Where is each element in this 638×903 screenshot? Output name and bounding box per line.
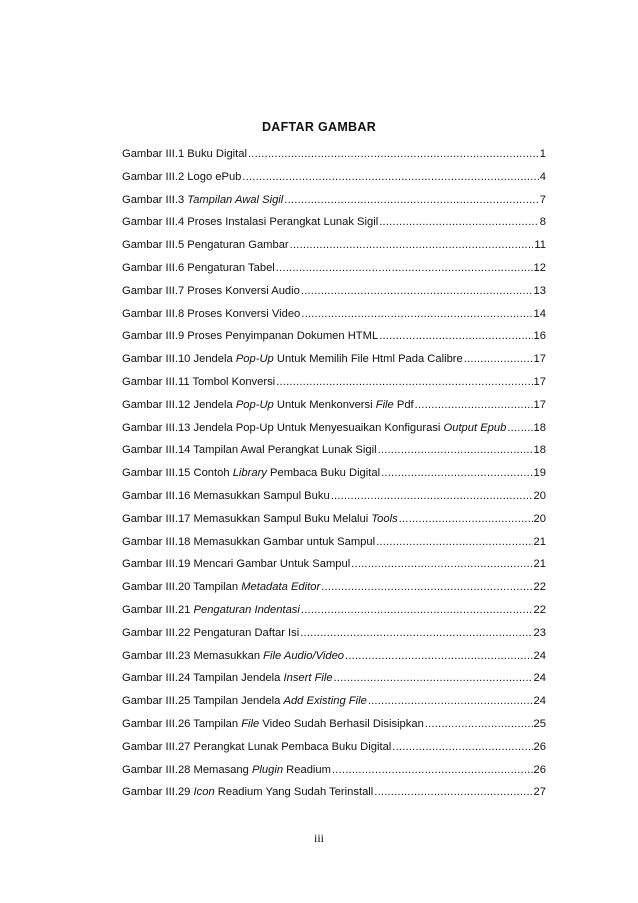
- figure-caption: [122, 736, 391, 759]
- dot-leader: [276, 257, 533, 280]
- figure-caption: [122, 622, 299, 645]
- caption-segment: Gambar III.27 Perangkat Lunak Pembaca Buku Digital: [122, 740, 392, 753]
- dot-leader: [392, 736, 532, 759]
- caption-segment: Untuk Memilih File Html Pada Calibre: [273, 353, 463, 366]
- figure-list-item: [122, 303, 546, 326]
- figure-page-number: 25: [533, 717, 546, 730]
- figure-page-number: 17: [533, 353, 546, 366]
- dot-leader: [378, 439, 533, 462]
- figure-caption: [122, 348, 463, 371]
- caption-italic-segment: File Audio/Video: [263, 649, 345, 662]
- caption-segment: Gambar III.28 Memasang: [122, 763, 252, 776]
- figure-caption: [122, 713, 424, 736]
- caption-italic-segment: Output Epub: [443, 421, 507, 434]
- dot-leader: [334, 667, 533, 690]
- caption-segment: Video Sudah Berhasil Disisipkan: [259, 717, 424, 730]
- figure-list-item: [122, 690, 546, 713]
- figure-caption: [122, 189, 283, 212]
- caption-segment: Gambar III.4 Proses Instalasi Perangkat Lunak Sigil: [122, 216, 379, 229]
- caption-segment: Gambar III.23 Memasukkan: [122, 649, 264, 662]
- dot-leader: [381, 462, 532, 485]
- caption-italic-segment: Tools: [371, 512, 398, 525]
- figure-list-item: [122, 189, 546, 212]
- figure-list-item: [122, 759, 546, 782]
- figure-list-item: [122, 371, 546, 394]
- caption-segment: Gambar III.26 Tampilan: [122, 717, 242, 730]
- figure-caption: [122, 143, 247, 166]
- dot-leader: [248, 143, 539, 166]
- figure-page-number: 4: [539, 170, 546, 183]
- caption-segment: Gambar III.14 Tampilan Awal Perangkat Lunak Sigil: [122, 444, 377, 457]
- figure-list: [122, 143, 546, 804]
- caption-segment: Pdf: [393, 398, 414, 411]
- caption-segment: Pembaca Buku Digital: [266, 467, 381, 480]
- figure-caption: [122, 553, 350, 576]
- caption-italic-segment: Metadata Editor: [241, 581, 321, 594]
- figure-list-item: [122, 508, 546, 531]
- caption-segment: Gambar III.18 Memasukkan Gambar untuk Sampul: [122, 535, 376, 548]
- dot-leader: [425, 713, 533, 736]
- dot-leader: [290, 234, 534, 257]
- figure-list-item: [122, 280, 546, 303]
- figure-caption: [122, 690, 367, 713]
- dot-leader: [368, 690, 533, 713]
- dot-leader: [376, 531, 532, 554]
- figure-caption: [122, 211, 378, 234]
- dot-leader: [507, 417, 532, 440]
- figure-page-number: 22: [533, 603, 546, 616]
- caption-segment: Gambar III.13 Jendela Pop-Up Untuk Menyesuaikan Konfigurasi: [122, 421, 444, 434]
- figure-page-number: 27: [533, 786, 546, 799]
- caption-italic-segment: Pengaturan Indentasi: [193, 603, 300, 616]
- dot-leader: [301, 280, 533, 303]
- figure-caption: [122, 325, 378, 348]
- figure-caption: [122, 371, 275, 394]
- figure-page-number: 1: [539, 148, 546, 160]
- figure-list-item: [122, 485, 546, 508]
- caption-italic-segment: Add Existing File: [283, 695, 367, 708]
- figure-page-number: 24: [533, 649, 546, 662]
- dot-leader: [379, 325, 532, 348]
- figure-list-item: [122, 622, 546, 645]
- caption-segment: Gambar III.11 Tombol Konversi: [122, 375, 276, 388]
- figure-caption: [122, 280, 300, 303]
- caption-segment: Gambar III.1 Buku Digital: [122, 148, 247, 160]
- figure-page-number: 21: [533, 535, 546, 548]
- caption-segment: Gambar III.29: [122, 786, 194, 799]
- figure-caption: [122, 781, 373, 804]
- caption-italic-segment: Plugin: [251, 763, 284, 776]
- figure-caption: [122, 166, 241, 189]
- dot-leader: [345, 645, 533, 668]
- figure-caption: [122, 508, 398, 531]
- caption-segment: Gambar III.16 Memasukkan Sampul Buku: [122, 489, 330, 502]
- caption-italic-segment: Icon: [193, 786, 215, 799]
- figure-list-item: [122, 348, 546, 371]
- figure-list-item: [122, 166, 546, 189]
- figure-page-number: 16: [533, 330, 546, 343]
- caption-segment: Gambar III.10 Jendela: [122, 353, 236, 366]
- figure-page-number: 18: [533, 444, 546, 457]
- figure-caption: [122, 394, 414, 417]
- caption-segment: Readium: [283, 763, 331, 776]
- figure-page-number: 7: [539, 193, 546, 206]
- figure-list-item: [122, 143, 546, 166]
- figure-page-number: 26: [533, 763, 546, 776]
- dot-leader: [399, 508, 533, 531]
- caption-italic-segment: File: [241, 717, 260, 730]
- caption-italic-segment: File: [375, 398, 394, 411]
- caption-italic-segment: Tampilan Awal Sigil: [187, 193, 284, 206]
- figure-caption: [122, 234, 289, 257]
- figure-page-number: 14: [533, 307, 546, 320]
- figure-list-item: [122, 417, 546, 440]
- dot-leader: [321, 576, 532, 599]
- caption-segment: Gambar III.12 Jendela: [122, 398, 236, 411]
- caption-segment: Gambar III.15 Contoh: [122, 467, 233, 480]
- figure-list-item: [122, 325, 546, 348]
- figure-list-item: [122, 234, 546, 257]
- figure-list-item: [122, 667, 546, 690]
- caption-segment: Gambar III.3: [122, 193, 188, 206]
- dot-leader: [301, 599, 533, 622]
- figure-caption: [122, 667, 333, 690]
- figure-caption: [122, 303, 300, 326]
- figure-caption: [122, 576, 320, 599]
- caption-segment: Gambar III.8 Proses Konversi Video: [122, 307, 301, 320]
- caption-segment: Gambar III.7 Proses Konversi Audio: [122, 284, 300, 297]
- dot-leader: [284, 189, 538, 212]
- figure-caption: [122, 531, 375, 554]
- dot-leader: [415, 394, 533, 417]
- caption-segment: Gambar III.20 Tampilan: [122, 581, 242, 594]
- dot-leader: [379, 211, 539, 234]
- figure-caption: [122, 759, 331, 782]
- figure-list-item: [122, 462, 546, 485]
- figure-list-item: [122, 713, 546, 736]
- dot-leader: [332, 759, 533, 782]
- caption-italic-segment: Library: [232, 467, 267, 480]
- figure-caption: [122, 439, 377, 462]
- figure-page-number: 24: [533, 672, 546, 685]
- figure-caption: [122, 257, 275, 280]
- figure-caption: [122, 645, 344, 668]
- dot-leader: [464, 348, 533, 371]
- caption-segment: Gambar III.6 Pengaturan Tabel: [122, 261, 275, 274]
- dot-leader: [242, 166, 538, 189]
- dot-leader: [300, 622, 532, 645]
- figure-page-number: 11: [534, 239, 546, 252]
- figure-page-number: 17: [533, 398, 546, 411]
- caption-segment: Untuk Menkonversi: [273, 398, 376, 411]
- figure-page-number: 17: [533, 375, 546, 388]
- figure-list-item: [122, 736, 546, 759]
- caption-segment: Gambar III.19 Mencari Gambar Untuk Sampul: [122, 558, 351, 571]
- caption-segment: Gambar III.22 Pengaturan Daftar Isi: [122, 626, 300, 639]
- dot-leader: [331, 485, 533, 508]
- caption-segment: Gambar III.17 Memasukkan Sampul Buku Melalui: [122, 512, 372, 525]
- figure-list-item: [122, 781, 546, 804]
- figure-page-number: 21: [533, 558, 546, 571]
- caption-segment: Gambar III.24 Tampilan Jendela: [122, 672, 284, 685]
- figure-page-number: 23: [533, 626, 546, 639]
- caption-segment: Gambar III.5 Pengaturan Gambar: [122, 239, 289, 252]
- figure-page-number: 12: [533, 261, 546, 274]
- figure-list-item: [122, 257, 546, 280]
- figure-page-number: 26: [533, 740, 546, 753]
- figure-caption: [122, 485, 330, 508]
- figure-list-item: [122, 211, 546, 234]
- dot-leader: [351, 553, 532, 576]
- figure-page-number: 18: [533, 421, 546, 434]
- dot-leader: [374, 781, 532, 804]
- figure-caption: [122, 462, 380, 485]
- figure-caption: [122, 417, 506, 440]
- caption-segment: Gambar III.9 Proses Penyimpanan Dokumen HTML: [122, 330, 379, 343]
- figure-caption: [122, 599, 300, 622]
- caption-segment: Gambar III.21: [122, 603, 194, 616]
- caption-italic-segment: Pop-Up: [235, 353, 274, 366]
- figure-page-number: 22: [533, 581, 546, 594]
- caption-italic-segment: Insert File: [283, 672, 333, 685]
- figure-list-item: [122, 576, 546, 599]
- caption-segment: Gambar III.2 Logo ePub: [122, 170, 242, 183]
- figure-list-item: [122, 645, 546, 668]
- dot-leader: [276, 371, 532, 394]
- figure-page-number: 24: [533, 695, 546, 708]
- figure-page-number: 19: [533, 467, 546, 480]
- figure-page-number: 8: [539, 216, 546, 229]
- page-number: iii: [313, 831, 324, 845]
- figure-list-item: [122, 439, 546, 462]
- figure-list-item: [122, 531, 546, 554]
- figure-page-number: 20: [533, 489, 546, 502]
- page-title: DAFTAR GAMBAR: [261, 120, 377, 134]
- figure-page-number: 20: [533, 512, 546, 525]
- caption-italic-segment: Pop-Up: [235, 398, 274, 411]
- dot-leader: [301, 303, 532, 326]
- caption-segment: Gambar III.25 Tampilan Jendela: [122, 695, 284, 708]
- caption-segment: Readium Yang Sudah Terinstall: [214, 786, 374, 799]
- figure-list-item: [122, 599, 546, 622]
- figure-page-number: 13: [533, 284, 546, 297]
- figure-list-item: [122, 553, 546, 576]
- figure-list-item: [122, 394, 546, 417]
